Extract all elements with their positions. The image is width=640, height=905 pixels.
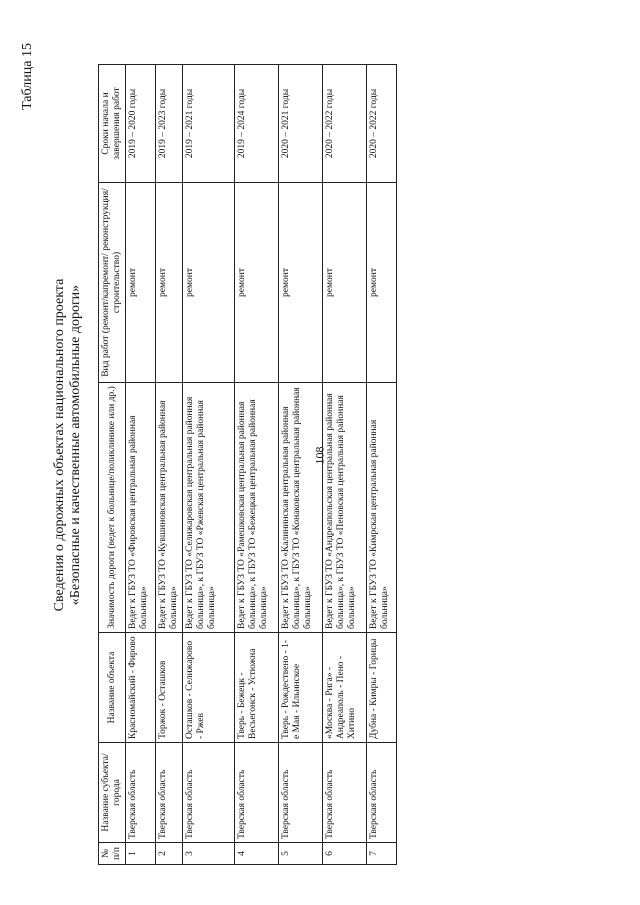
cell-subject: Тверская область — [183, 743, 235, 843]
cell-period: 2019 – 2020 годы — [126, 65, 156, 183]
objects-table — [98, 64, 397, 865]
cell-num: 6 — [323, 843, 367, 865]
title-line-2: «Безопасные и качественные автомобильные дороги» — [68, 284, 83, 606]
header-subject: Название субъекта/города — [99, 743, 126, 843]
table-body — [126, 65, 397, 865]
cell-significance: Ведет к ГБУЗ ТО «Калининская центральная районная больница», к ГБУЗ ТО «Конаковская центральная районная больница» — [279, 383, 323, 633]
cell-work-type: ремонт — [126, 183, 156, 383]
cell-num: 5 — [279, 843, 323, 865]
cell-significance: Ведет к ГБУЗ ТО «Кувшиновская центральная районная больница» — [156, 383, 183, 633]
cell-num: 1 — [126, 843, 156, 865]
cell-object: Осташков - Селижарово - Ржев — [183, 633, 235, 743]
table-row — [183, 65, 235, 865]
cell-significance: Ведет к ГБУЗ ТО «Андреапольская центральная районная больница», к ГБУЗ ТО «Пеновская центральная районная больница» — [323, 383, 367, 633]
header-work-type: Вид работ (ремонт/капремонт/ реконструкция/строительство) — [99, 183, 126, 383]
cell-work-type: ремонт — [323, 183, 367, 383]
cell-period: 2019 – 2021 годы — [183, 65, 235, 183]
cell-subject: Тверская область — [156, 743, 183, 843]
header-significance: Значимость дороги (ведет к больнице/поликлинике или др.) — [99, 383, 126, 633]
cell-object: Тверь - Бежецк - Весьегонск - Устюжна — [235, 633, 279, 743]
cell-period: 2020 – 2022 годы — [367, 65, 397, 183]
table-header-row — [99, 65, 126, 865]
table-row — [235, 65, 279, 865]
table-row — [367, 65, 397, 865]
cell-period: 2020 – 2022 годы — [323, 65, 367, 183]
rotated-page — [20, 15, 620, 875]
cell-subject: Тверская область — [235, 743, 279, 843]
cell-num: 7 — [367, 843, 397, 865]
cell-period: 2020 – 2021 годы — [279, 65, 323, 183]
cell-object: Тверь - Рождествено - 1-е Мая - Ильинское — [279, 633, 323, 743]
header-num: № п/п — [99, 843, 126, 865]
table-row — [126, 65, 156, 865]
cell-num: 3 — [183, 843, 235, 865]
table-row — [323, 65, 367, 865]
cell-significance: Ведет к ГБУЗ ТО «Кимрская центральная районная больница» — [367, 383, 397, 633]
cell-object: Торжок - Осташков — [156, 633, 183, 743]
title-line-1: Сведения о дорожных объектах национального проекта — [52, 278, 67, 612]
cell-object: «Москва - Рига» - Андреаполь - Пено - Хитино — [323, 633, 367, 743]
cell-num: 4 — [235, 843, 279, 865]
cell-work-type: ремонт — [367, 183, 397, 383]
header-period: Сроки начала и завершения работ — [99, 65, 126, 183]
cell-subject: Тверская область — [279, 743, 323, 843]
table-row — [156, 65, 183, 865]
table-row — [279, 65, 323, 865]
document-title — [52, 15, 84, 875]
cell-subject: Тверская область — [367, 743, 397, 843]
cell-subject: Тверская область — [323, 743, 367, 843]
cell-object: Дубна - Кимры - Горицы — [367, 633, 397, 743]
cell-period: 2019 – 2024 годы — [235, 65, 279, 183]
page-number: 108 — [312, 446, 327, 465]
cell-work-type: ремонт — [235, 183, 279, 383]
cell-num: 2 — [156, 843, 183, 865]
cell-significance: Ведет к ГБУЗ ТО «Рамешковская центральная районная больница», к ГБУЗ ТО «Бежецкая центральная районная больница» — [235, 383, 279, 633]
header-object: Название объекта — [99, 633, 126, 743]
cell-subject: Тверская область — [126, 743, 156, 843]
table-caption: Таблица 15 — [20, 43, 35, 110]
cell-object: Красномайский - Фирово — [126, 633, 156, 743]
cell-work-type: ремонт — [183, 183, 235, 383]
cell-work-type: ремонт — [156, 183, 183, 383]
cell-significance: Ведет к ГБУЗ ТО «Фировская центральная районная больница» — [126, 383, 156, 633]
cell-work-type: ремонт — [279, 183, 323, 383]
cell-significance: Ведет к ГБУЗ ТО «Селижаровская центральная районная больница», к ГБУЗ ТО «Ржевская центральная районная больница» — [183, 383, 235, 633]
cell-period: 2019 – 2023 годы — [156, 65, 183, 183]
